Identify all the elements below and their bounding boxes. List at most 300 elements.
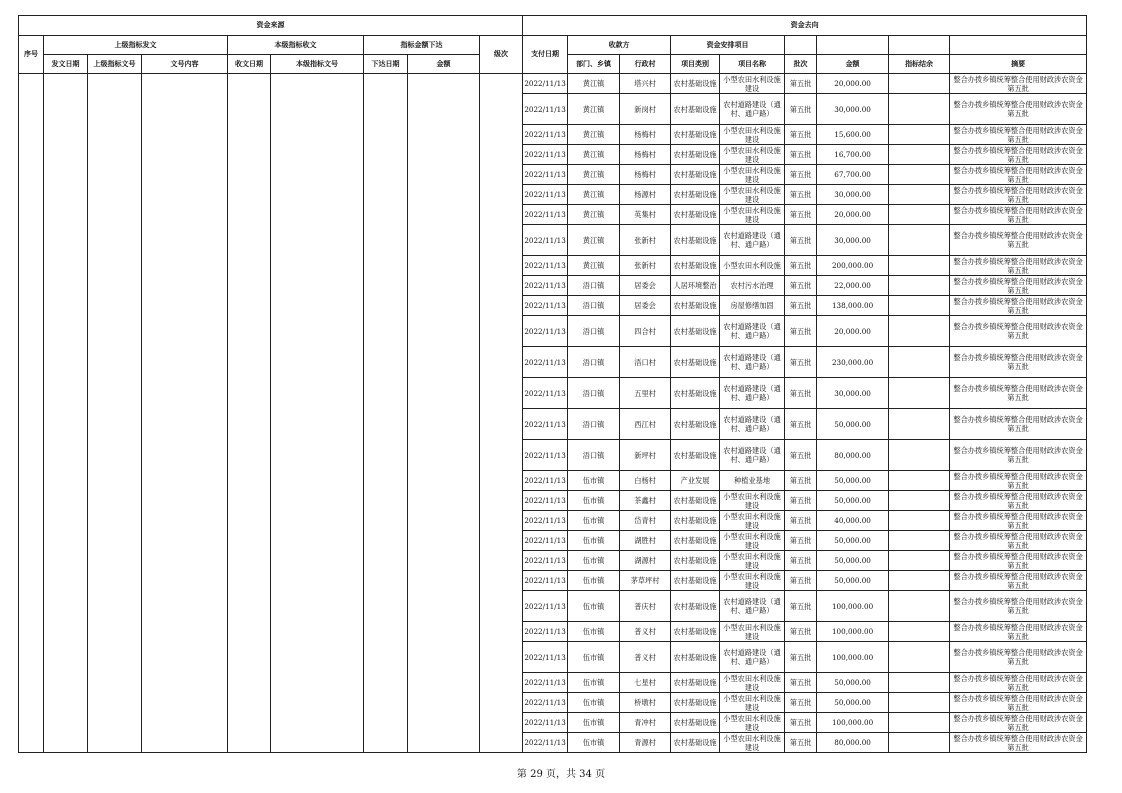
balance-cell [889, 165, 950, 185]
balance-cell [889, 713, 950, 733]
project-type-cell: 农村基础设施 [671, 225, 720, 256]
pay-date-cell: 2022/11/13 [523, 165, 568, 185]
memo-cell: 整合办拨乡镇统筹整合使用财政涉农资金第五批 [950, 165, 1087, 185]
memo-cell: 整合办拨乡镇统筹整合使用财政涉农资金第五批 [950, 296, 1087, 316]
project-type-cell: 人居环境整治 [671, 276, 720, 296]
town-cell: 黄江镇 [568, 256, 620, 276]
balance-cell [889, 125, 950, 145]
header-memo: 摘要 [950, 55, 1087, 74]
project-name-cell: 农村污水治理 [720, 276, 785, 296]
project-type-cell: 产业发展 [671, 471, 720, 491]
balance-cell [889, 571, 950, 591]
batch-cell: 第五批 [785, 165, 817, 185]
header-seq: 序号 [19, 36, 44, 74]
memo-cell: 整合办拨乡镇统筹整合使用财政涉农资金第五批 [950, 471, 1087, 491]
project-type-cell: 农村基础设施 [671, 296, 720, 316]
town-cell: 伍市镇 [568, 471, 620, 491]
pay-date-cell: 2022/11/13 [523, 713, 568, 733]
town-cell: 黄江镇 [568, 225, 620, 256]
village-cell: 普义村 [620, 642, 671, 673]
balance-cell [889, 378, 950, 409]
memo-cell: 整合办拨乡镇统筹整合使用财政涉农资金第五批 [950, 378, 1087, 409]
town-cell: 浯口镇 [568, 316, 620, 347]
project-name-cell: 农村道路建设（通村、通户路） [720, 316, 785, 347]
project-type-cell: 农村基础设施 [671, 256, 720, 276]
amount-cell: 20,000.00 [817, 74, 889, 94]
project-name-cell: 农村道路建设（通村、通户路） [720, 347, 785, 378]
memo-cell: 整合办拨乡镇统筹整合使用财政涉农资金第五批 [950, 713, 1087, 733]
pay-date-cell: 2022/11/13 [523, 642, 568, 673]
amount-cell: 80,000.00 [817, 440, 889, 471]
batch-cell: 第五批 [785, 551, 817, 571]
batch-cell: 第五批 [785, 622, 817, 642]
project-name-cell: 小型农田水利设施建设 [720, 693, 785, 713]
amount-cell: 50,000.00 [817, 471, 889, 491]
memo-cell: 整合办拨乡镇统筹整合使用财政涉农资金第五批 [950, 440, 1087, 471]
project-type-cell: 农村基础设施 [671, 642, 720, 673]
town-cell: 浯口镇 [568, 347, 620, 378]
batch-cell: 第五批 [785, 471, 817, 491]
fund-table [18, 15, 1087, 753]
pay-date-cell: 2022/11/13 [523, 571, 568, 591]
project-name-cell: 小型农田水利设施建设 [720, 165, 785, 185]
batch-cell: 第五批 [785, 276, 817, 296]
amount-cell: 30,000.00 [817, 185, 889, 205]
amount-cell: 50,000.00 [817, 571, 889, 591]
balance-cell [889, 276, 950, 296]
project-name-cell: 小型农田水利设施建设 [720, 125, 785, 145]
page-footer: 第 29 页，共 34 页 [516, 769, 606, 780]
village-cell: 五里村 [620, 378, 671, 409]
amount-cell: 80,000.00 [817, 733, 889, 753]
pay-date-cell: 2022/11/13 [523, 491, 568, 511]
balance-cell [889, 296, 950, 316]
amount-cell: 30,000.00 [817, 94, 889, 125]
amount-cell: 20,000.00 [817, 316, 889, 347]
amount-cell: 230,000.00 [817, 347, 889, 378]
pay-date-cell: 2022/11/13 [523, 296, 568, 316]
pay-date-cell: 2022/11/13 [523, 673, 568, 693]
project-type-cell: 农村基础设施 [671, 165, 720, 185]
project-type-cell: 农村基础设施 [671, 205, 720, 225]
memo-cell: 整合办拨乡镇统筹整合使用财政涉农资金第五批 [950, 491, 1087, 511]
pay-date-cell: 2022/11/13 [523, 316, 568, 347]
pay-date-cell: 2022/11/13 [523, 347, 568, 378]
amount-cell: 30,000.00 [817, 225, 889, 256]
pay-date-cell: 2022/11/13 [523, 74, 568, 94]
pay-date-cell: 2022/11/13 [523, 551, 568, 571]
batch-cell: 第五批 [785, 316, 817, 347]
amount-cell: 30,000.00 [817, 378, 889, 409]
village-cell: 居委会 [620, 276, 671, 296]
amount-cell: 40,000.00 [817, 511, 889, 531]
header-doc-content: 文号内容 [142, 55, 228, 74]
village-cell: 塔兴村 [620, 74, 671, 94]
memo-cell: 整合办拨乡镇统筹整合使用财政涉农资金第五批 [950, 145, 1087, 165]
project-type-cell: 农村基础设施 [671, 185, 720, 205]
balance-cell [889, 316, 950, 347]
balance-cell [889, 622, 950, 642]
project-name-cell: 农村道路建设（通村、通户路） [720, 225, 785, 256]
memo-cell: 整合办拨乡镇统筹整合使用财政涉农资金第五批 [950, 511, 1087, 531]
header-amount-issue: 指标金额下达 [364, 36, 480, 55]
amount-cell: 50,000.00 [817, 693, 889, 713]
source-blank-cell [142, 74, 228, 753]
amount-cell: 15,600.00 [817, 125, 889, 145]
amount-cell: 50,000.00 [817, 491, 889, 511]
header-level: 级次 [480, 36, 523, 74]
town-cell: 伍市镇 [568, 571, 620, 591]
project-name-cell: 小型农田水利设施建设 [720, 673, 785, 693]
batch-cell: 第五批 [785, 673, 817, 693]
batch-cell: 第五批 [785, 511, 817, 531]
source-blank-cell [228, 74, 271, 753]
balance-cell [889, 205, 950, 225]
project-name-cell: 小型农田水利设施建设 [720, 733, 785, 753]
town-cell: 浯口镇 [568, 440, 620, 471]
memo-cell: 整合办拨乡镇统筹整合使用财政涉农资金第五批 [950, 94, 1087, 125]
project-type-cell: 农村基础设施 [671, 125, 720, 145]
village-cell: 普庆村 [620, 591, 671, 622]
memo-cell: 整合办拨乡镇统筹整合使用财政涉农资金第五批 [950, 276, 1087, 296]
memo-cell: 整合办拨乡镇统筹整合使用财政涉农资金第五批 [950, 185, 1087, 205]
project-type-cell: 农村基础设施 [671, 511, 720, 531]
pay-date-cell: 2022/11/13 [523, 693, 568, 713]
project-type-cell: 农村基础设施 [671, 378, 720, 409]
source-blank-cell [19, 74, 44, 753]
balance-cell [889, 511, 950, 531]
pay-date-cell: 2022/11/13 [523, 591, 568, 622]
balance-cell [889, 471, 950, 491]
header-pay-date: 支付日期 [523, 36, 568, 74]
project-name-cell: 小型农田水利设施建设 [720, 551, 785, 571]
fund-table-sheet [18, 15, 1087, 759]
header-upper-doc-no: 上级指标文号 [88, 55, 142, 74]
memo-cell: 整合办拨乡镇统筹整合使用财政涉农资金第五批 [950, 531, 1087, 551]
balance-cell [889, 409, 950, 440]
amount-cell: 138,000.00 [817, 296, 889, 316]
village-cell: 浯口村 [620, 347, 671, 378]
memo-cell: 整合办拨乡镇统筹整合使用财政涉农资金第五批 [950, 409, 1087, 440]
header-batch: 批次 [785, 55, 817, 74]
pay-date-cell: 2022/11/13 [523, 409, 568, 440]
balance-cell [889, 551, 950, 571]
amount-cell: 50,000.00 [817, 409, 889, 440]
village-cell: 杨梅村 [620, 165, 671, 185]
town-cell: 伍市镇 [568, 642, 620, 673]
pay-date-cell: 2022/11/13 [523, 622, 568, 642]
source-blank-cell [271, 74, 364, 753]
header-source: 资金来源 [19, 16, 523, 36]
village-cell: 四合村 [620, 316, 671, 347]
project-name-cell: 小型农田水利设施建设 [720, 622, 785, 642]
batch-cell: 第五批 [785, 733, 817, 753]
project-type-cell: 农村基础设施 [671, 94, 720, 125]
header-blank-memo [950, 36, 1087, 55]
project-name-cell: 小型农田水利设施 [720, 256, 785, 276]
village-cell: 青源村 [620, 733, 671, 753]
source-blank-cell [408, 74, 480, 753]
amount-cell: 50,000.00 [817, 551, 889, 571]
project-type-cell: 农村基础设施 [671, 531, 720, 551]
memo-cell: 整合办拨乡镇统筹整合使用财政涉农资金第五批 [950, 205, 1087, 225]
header-project-type: 项目类别 [671, 55, 720, 74]
balance-cell [889, 673, 950, 693]
header-project-name: 项目名称 [720, 55, 785, 74]
town-cell: 伍市镇 [568, 591, 620, 622]
village-cell: 茶鑫村 [620, 491, 671, 511]
village-cell: 青冲村 [620, 713, 671, 733]
pay-date-cell: 2022/11/13 [523, 531, 568, 551]
pay-date-cell: 2022/11/13 [523, 733, 568, 753]
amount-cell: 20,000.00 [817, 205, 889, 225]
project-name-cell: 农村道路建设（通村、通户路） [720, 591, 785, 622]
pay-date-cell: 2022/11/13 [523, 125, 568, 145]
balance-cell [889, 225, 950, 256]
amount-cell: 200,000.00 [817, 256, 889, 276]
batch-cell: 第五批 [785, 74, 817, 94]
batch-cell: 第五批 [785, 713, 817, 733]
project-type-cell: 农村基础设施 [671, 491, 720, 511]
batch-cell: 第五批 [785, 125, 817, 145]
balance-cell [889, 185, 950, 205]
memo-cell: 整合办拨乡镇统筹整合使用财政涉农资金第五批 [950, 316, 1087, 347]
header-issue-down-date: 下达日期 [364, 55, 408, 74]
header-blank-balance [889, 36, 950, 55]
town-cell: 伍市镇 [568, 531, 620, 551]
village-cell: 白杨村 [620, 471, 671, 491]
pay-date-cell: 2022/11/13 [523, 225, 568, 256]
town-cell: 伍市镇 [568, 491, 620, 511]
project-name-cell: 农村道路建设（通村、通户路） [720, 409, 785, 440]
source-blank-cell [364, 74, 408, 753]
town-cell: 浯口镇 [568, 276, 620, 296]
balance-cell [889, 693, 950, 713]
header-village: 行政村 [620, 55, 671, 74]
memo-cell: 整合办拨乡镇统筹整合使用财政涉农资金第五批 [950, 591, 1087, 622]
town-cell: 黄江镇 [568, 125, 620, 145]
amount-cell: 100,000.00 [817, 591, 889, 622]
village-cell: 英集村 [620, 205, 671, 225]
source-blank-cell [88, 74, 142, 753]
project-name-cell: 农村道路建设（通村、通户路） [720, 378, 785, 409]
header-destination: 资金去向 [523, 16, 1087, 36]
village-cell: 杨梅村 [620, 145, 671, 165]
pay-date-cell: 2022/11/13 [523, 511, 568, 531]
amount-cell: 22,000.00 [817, 276, 889, 296]
batch-cell: 第五批 [785, 205, 817, 225]
balance-cell [889, 642, 950, 673]
pay-date-cell: 2022/11/13 [523, 440, 568, 471]
memo-cell: 整合办拨乡镇统筹整合使用财政涉农资金第五批 [950, 256, 1087, 276]
project-name-cell: 种植业基地 [720, 471, 785, 491]
town-cell: 伍市镇 [568, 622, 620, 642]
balance-cell [889, 531, 950, 551]
memo-cell: 整合办拨乡镇统筹整合使用财政涉农资金第五批 [950, 551, 1087, 571]
batch-cell: 第五批 [785, 225, 817, 256]
project-type-cell: 农村基础设施 [671, 571, 720, 591]
town-cell: 浯口镇 [568, 378, 620, 409]
village-cell: 湖源村 [620, 551, 671, 571]
town-cell: 伍市镇 [568, 673, 620, 693]
header-blank-amount [817, 36, 889, 55]
town-cell: 黄江镇 [568, 185, 620, 205]
memo-cell: 整合办拨乡镇统筹整合使用财政涉农资金第五批 [950, 733, 1087, 753]
batch-cell: 第五批 [785, 347, 817, 378]
town-cell: 黄江镇 [568, 165, 620, 185]
village-cell: 居委会 [620, 296, 671, 316]
project-type-cell: 农村基础设施 [671, 713, 720, 733]
project-name-cell: 农村道路建设（通村、通户路） [720, 94, 785, 125]
project-name-cell: 小型农田水利设施建设 [720, 205, 785, 225]
batch-cell: 第五批 [785, 185, 817, 205]
header-receive-date: 收文日期 [228, 55, 271, 74]
header-blank-batch [785, 36, 817, 55]
project-type-cell: 农村基础设施 [671, 551, 720, 571]
town-cell: 浯口镇 [568, 409, 620, 440]
balance-cell [889, 256, 950, 276]
pay-date-cell: 2022/11/13 [523, 471, 568, 491]
batch-cell: 第五批 [785, 642, 817, 673]
town-cell: 伍市镇 [568, 511, 620, 531]
header-local-doc-no: 本级指标文号 [271, 55, 364, 74]
project-name-cell: 房屋修缮加固 [720, 296, 785, 316]
town-cell: 黄江镇 [568, 74, 620, 94]
village-cell: 湖胜村 [620, 531, 671, 551]
project-name-cell: 小型农田水利设施建设 [720, 491, 785, 511]
town-cell: 黄江镇 [568, 205, 620, 225]
town-cell: 伍市镇 [568, 733, 620, 753]
town-cell: 黄江镇 [568, 94, 620, 125]
amount-cell: 100,000.00 [817, 713, 889, 733]
town-cell: 浯口镇 [568, 296, 620, 316]
amount-cell: 100,000.00 [817, 622, 889, 642]
header-local-receive: 本级指标收文 [228, 36, 364, 55]
header-project: 资金安排项目 [671, 36, 785, 55]
town-cell: 伍市镇 [568, 693, 620, 713]
project-name-cell: 小型农田水利设施建设 [720, 145, 785, 165]
village-cell: 张新村 [620, 225, 671, 256]
village-cell: 新坪村 [620, 440, 671, 471]
town-cell: 黄江镇 [568, 145, 620, 165]
balance-cell [889, 94, 950, 125]
batch-cell: 第五批 [785, 693, 817, 713]
memo-cell: 整合办拨乡镇统筹整合使用财政涉农资金第五批 [950, 673, 1087, 693]
balance-cell [889, 491, 950, 511]
balance-cell [889, 347, 950, 378]
memo-cell: 整合办拨乡镇统筹整合使用财政涉农资金第五批 [950, 693, 1087, 713]
village-cell: 新岗村 [620, 94, 671, 125]
memo-cell: 整合办拨乡镇统筹整合使用财政涉农资金第五批 [950, 74, 1087, 94]
balance-cell [889, 145, 950, 165]
pay-date-cell: 2022/11/13 [523, 94, 568, 125]
memo-cell: 整合办拨乡镇统筹整合使用财政涉农资金第五批 [950, 225, 1087, 256]
project-type-cell: 农村基础设施 [671, 74, 720, 94]
pay-date-cell: 2022/11/13 [523, 378, 568, 409]
balance-cell [889, 440, 950, 471]
project-type-cell: 农村基础设施 [671, 409, 720, 440]
batch-cell: 第五批 [785, 591, 817, 622]
table-body [19, 74, 1087, 753]
batch-cell: 第五批 [785, 409, 817, 440]
project-type-cell: 农村基础设施 [671, 316, 720, 347]
header-pay-amount: 金额 [817, 55, 889, 74]
village-cell: 杨梅村 [620, 125, 671, 145]
amount-cell: 50,000.00 [817, 531, 889, 551]
header-amount: 金额 [408, 55, 480, 74]
project-type-cell: 农村基础设施 [671, 591, 720, 622]
village-cell: 七星村 [620, 673, 671, 693]
project-name-cell: 小型农田水利设施建设 [720, 713, 785, 733]
pay-date-cell: 2022/11/13 [523, 145, 568, 165]
amount-cell: 16,700.00 [817, 145, 889, 165]
village-cell: 张新村 [620, 256, 671, 276]
balance-cell [889, 74, 950, 94]
project-type-cell: 农村基础设施 [671, 145, 720, 165]
memo-cell: 整合办拨乡镇统筹整合使用财政涉农资金第五批 [950, 622, 1087, 642]
project-name-cell: 小型农田水利设施建设 [720, 74, 785, 94]
project-type-cell: 农村基础设施 [671, 347, 720, 378]
header-payee: 收款方 [568, 36, 671, 55]
batch-cell: 第五批 [785, 94, 817, 125]
village-cell: 杨源村 [620, 185, 671, 205]
project-type-cell: 农村基础设施 [671, 440, 720, 471]
town-cell: 伍市镇 [568, 713, 620, 733]
batch-cell: 第五批 [785, 145, 817, 165]
pay-date-cell: 2022/11/13 [523, 205, 568, 225]
amount-cell: 67,700.00 [817, 165, 889, 185]
pay-date-cell: 2022/11/13 [523, 185, 568, 205]
batch-cell: 第五批 [785, 491, 817, 511]
memo-cell: 整合办拨乡镇统筹整合使用财政涉农资金第五批 [950, 125, 1087, 145]
header-upper-issue: 上级指标发文 [44, 36, 228, 55]
amount-cell: 50,000.00 [817, 673, 889, 693]
project-name-cell: 小型农田水利设施建设 [720, 571, 785, 591]
balance-cell [889, 733, 950, 753]
project-name-cell: 小型农田水利设施建设 [720, 185, 785, 205]
pay-date-cell: 2022/11/13 [523, 276, 568, 296]
source-blank-cell [44, 74, 88, 753]
memo-cell: 整合办拨乡镇统筹整合使用财政涉农资金第五批 [950, 642, 1087, 673]
project-name-cell: 农村道路建设（通村、通户路） [720, 440, 785, 471]
village-cell: 茅草坪村 [620, 571, 671, 591]
batch-cell: 第五批 [785, 256, 817, 276]
project-type-cell: 农村基础设施 [671, 622, 720, 642]
header-issue-date: 发文日期 [44, 55, 88, 74]
batch-cell: 第五批 [785, 440, 817, 471]
project-type-cell: 农村基础设施 [671, 673, 720, 693]
amount-cell: 100,000.00 [817, 642, 889, 673]
project-name-cell: 小型农田水利设施建设 [720, 511, 785, 531]
balance-cell [889, 591, 950, 622]
header-dept-town: 部门、乡镇 [568, 55, 620, 74]
batch-cell: 第五批 [785, 531, 817, 551]
project-name-cell: 农村道路建设（通村、通户路） [720, 642, 785, 673]
pay-date-cell: 2022/11/13 [523, 256, 568, 276]
memo-cell: 整合办拨乡镇统筹整合使用财政涉农资金第五批 [950, 347, 1087, 378]
memo-cell: 整合办拨乡镇统筹整合使用财政涉农资金第五批 [950, 571, 1087, 591]
village-cell: 岱青村 [620, 511, 671, 531]
batch-cell: 第五批 [785, 296, 817, 316]
source-blank-cell [480, 74, 523, 753]
project-name-cell: 小型农田水利设施建设 [720, 531, 785, 551]
batch-cell: 第五批 [785, 571, 817, 591]
village-cell: 普义村 [620, 622, 671, 642]
table-row [19, 74, 1087, 94]
batch-cell: 第五批 [785, 378, 817, 409]
town-cell: 伍市镇 [568, 551, 620, 571]
header-balance: 指标结余 [889, 55, 950, 74]
